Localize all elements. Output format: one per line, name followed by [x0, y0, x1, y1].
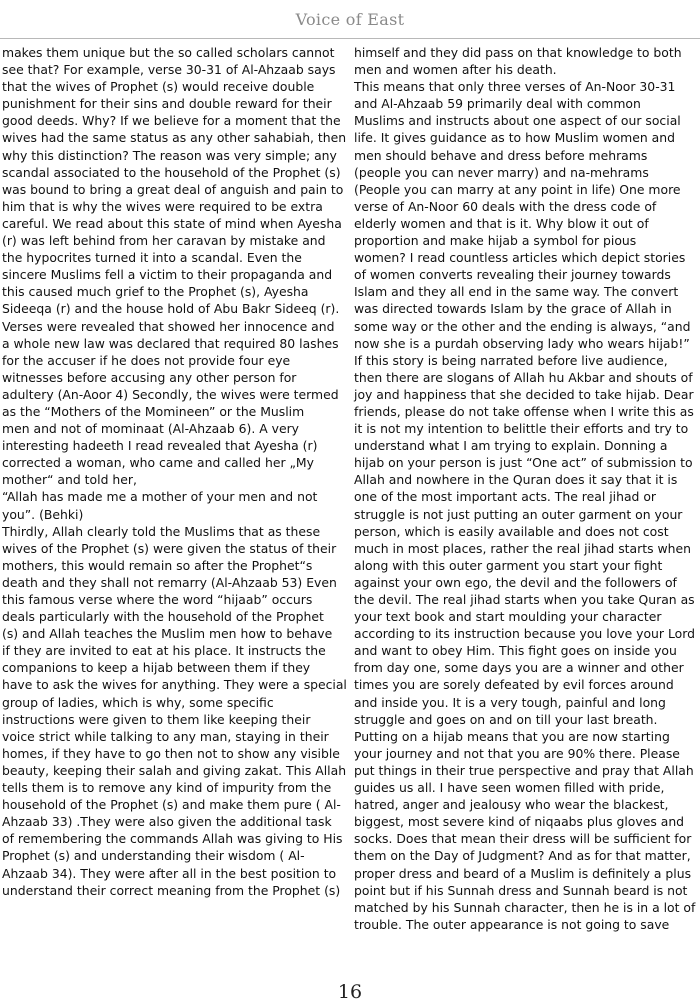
text-line: then there are slogans of Allah hu Akbar and shouts of [354, 369, 693, 385]
text-line: for the accuser if he does not provide four eye [2, 352, 291, 368]
text-line: Muslims and instructs about one aspect of our social [354, 113, 681, 129]
text-line: mothers, this would remain so after the Prophet“s [2, 557, 313, 573]
text-line: interesting hadeeth I read revealed that Ayesha (r) [2, 438, 318, 454]
text-line: the devil. The real jihad starts when you take Quran as [354, 592, 695, 607]
text-line: if they are invited to eat at his place. It instructs the [2, 643, 326, 659]
text-line: corrected a woman, who came and called her „My [2, 455, 314, 471]
text-line: Thirdly, Allah clearly told the Muslims that as these [2, 523, 321, 539]
text-line: hijab on your person is just “One act” of submission to [354, 455, 693, 471]
text-line: careful. We read about this state of mind when Ayesha [2, 215, 342, 231]
text-line: This means that only three verses of An-Noor 30-31 [354, 79, 676, 95]
text-line: your journey and not that you are 90% there. Please [354, 745, 680, 761]
text-line: Islam and they all end in the same way. The convert [354, 284, 679, 300]
text-line: makes them unique but the so called scholars cannot [2, 45, 335, 60]
text-line: (r) was left behind from her caravan by mistake and [2, 233, 326, 249]
text-line: Ahzaab 34). They were after all in the best position to [2, 865, 337, 881]
text-line: tells them is to remove any kind of impurity from the [2, 780, 332, 796]
text-line: homes, if they have to go then not to show any visible [2, 745, 340, 761]
text-line: life. It gives guidance as to how Muslim women and [354, 130, 675, 146]
text-line: from day one, some days you are a winner and other [354, 660, 684, 676]
text-line: you”. (Behki) [2, 506, 84, 522]
text-line: (People you can marry at any point in life) One more [354, 181, 681, 197]
text-line: household of the Prophet (s) and make them pure ( Al- [2, 797, 341, 813]
text-line: Allah and nowhere in the Quran does it say that it is [354, 472, 678, 488]
text-line: group of ladies, which is why, some specific [2, 694, 274, 710]
text-line: it is not my intention to belittle their efforts and try to [354, 421, 689, 437]
left-column [2, 44, 347, 899]
text-line: matched by his Sunnah character, then he is in a lot of [354, 899, 696, 915]
text-line: socks. Does that mean their dress will be sufficient for [354, 831, 692, 847]
text-line: hatred, anger and jealousy who wear the blackest, [354, 797, 669, 813]
text-line: joy and happiness that she decided to take hijab. Dear [354, 386, 694, 402]
text-line: companions to keep a hijab between them if they [2, 660, 311, 676]
text-line: women? I read countless articles which depict stories [354, 250, 686, 266]
text-line: have to ask the wives for anything. They were a special [2, 677, 347, 693]
text-line: “Allah has made me a mother of your men and not [2, 489, 318, 505]
text-line: biggest, most severe kind of niqaabs plus gloves and [354, 814, 685, 830]
text-line: much in most places, rather the real jihad starts when [354, 540, 691, 556]
text-line: Prophet (s) and understanding their wisdom ( Al- [2, 848, 305, 864]
text-line: them on the Day of Judgment? And as for that matter, [354, 848, 691, 864]
text-line: scandal associated to the household of the Prophet (s) [2, 164, 341, 180]
text-line: witnesses before accusing any other person for [2, 369, 297, 385]
text-line: see that? For example, verse 30-31 of Al-Ahzaab says [2, 62, 336, 78]
text-line: adultery (An-Aoor 4) Secondly, the wives were termed [2, 386, 339, 402]
text-line: wives of the Prophet (s) were given the status of their [2, 540, 337, 556]
text-line: one of the most important acts. The real jihad or [354, 489, 657, 505]
text-line: him that is why the wives were required to be extra [2, 198, 323, 214]
text-line: why this distinction? The reason was very simple; any [2, 147, 337, 163]
text-line: Putting on a hijab means that you are now starting [354, 728, 670, 744]
text-line: proportion and make hijab a symbol for pious [354, 233, 637, 249]
text-line: and Al-Ahzaab 59 primarily deal with common [354, 96, 641, 112]
page-number: 16 [337, 981, 363, 1003]
text-line: that the wives of Prophet (s) would receive double [2, 79, 315, 95]
text-line: this caused much grief to the Prophet (s), Ayesha [2, 284, 309, 300]
text-line: If this story is being narrated before live audience, [354, 352, 668, 368]
text-line: was bound to bring a great deal of anguish and pain to [2, 181, 344, 197]
text-line: as the “Mothers of the Momineen” or the Muslim [2, 403, 305, 419]
text-line: (people you can never marry) and na-mehrams [354, 164, 649, 180]
text-line: Verses were revealed that showed her innocence and [2, 318, 335, 334]
text-line: times you are sorely defeated by evil forces around [354, 677, 674, 693]
text-line: guides us all. I have seen women filled with pride, [354, 780, 665, 796]
text-line: put things in their true perspective and pray that Allah [354, 762, 694, 778]
text-line: himself and they did pass on that knowledge to both [354, 45, 682, 60]
text-line: struggle is not just putting an outer garment on your [354, 506, 683, 522]
text-line: the hypocrites turned it into a scandal. Even the [2, 250, 302, 266]
text-line: against your own ego, the devil and the followers of [354, 574, 677, 590]
text-line: men and women after his death. [354, 62, 557, 78]
text-line: sincere Muslims fell a victim to their propaganda and [2, 267, 333, 283]
text-line: beauty, keeping their salah and giving zakat. This Allah [2, 762, 347, 778]
text-line: struggle and goes on and on till your last breath. [354, 711, 658, 727]
text-line: was directed towards Islam by the grace of Allah in [354, 301, 672, 317]
text-line: according to its instruction because you love your Lord [354, 626, 695, 642]
text-line: mother“ and told her, [2, 472, 137, 488]
text-line: wives had the same status as any other sahabiah, then [2, 130, 347, 146]
text-line: of women converts revealing their journey towards [354, 267, 671, 283]
page-header [0, 0, 700, 40]
text-line: your text book and start moulding your character [354, 609, 662, 625]
text-line: punishment for their sins and double reward for their [2, 96, 332, 112]
text-line: verse of An-Noor 60 deals with the dress code of [354, 198, 657, 214]
text-line: men should behave and dress before mehrams [354, 147, 648, 163]
text-line: voice strict while talking to any man, staying in their [2, 728, 329, 744]
text-line: Sideeqa (r) and the house hold of Abu Bakr Sideeq (r). [2, 301, 340, 317]
text-line: and inside you. It is a very tough, painful and long [354, 694, 666, 710]
text-line: (s) and Allah teaches the Muslim men how to behave [2, 626, 333, 642]
text-line: point but if his Sunnah dress and Sunnah beard is not [354, 882, 688, 898]
text-line: and want to obey Him. This fight goes on inside you [354, 643, 677, 659]
text-line: this famous verse where the word “hijaab” occurs [2, 592, 313, 607]
right-column [354, 44, 696, 933]
text-line: understand their correct meaning from the Prophet (s) [2, 882, 341, 898]
text-line: deals particularly with the household of the Prophet [2, 609, 324, 625]
text-line: person, which is easily available and does not cost [354, 523, 669, 539]
text-line: friends, please do not take offense when I write this as [354, 403, 694, 419]
text-line: understand what I am trying to explain. Donning a [354, 438, 668, 454]
magazine-title: Voice of East [295, 10, 405, 29]
text-line: a whole new law was declared that required 80 lashes [2, 335, 339, 351]
text-line: along with this outer garment you start your fight [354, 557, 663, 573]
text-line: elderly women and that is it. Why blow it out of [354, 215, 649, 231]
text-line: men and not of mominaat (Al-Ahzaab 6). A very [2, 421, 300, 437]
header-divider [0, 38, 700, 39]
text-line: trouble. The outer appearance is not going to save [354, 916, 670, 932]
text-line: of remembering the commands Allah was giving to His [2, 831, 343, 847]
text-line: proper dress and beard of a Muslim is definitely a plus [354, 865, 692, 881]
text-line: Ahzaab 33) .They were also given the additional task [2, 814, 332, 830]
text-line: some way or the other and the ending is always, “and [354, 318, 691, 334]
text-line: instructions were given to them like keeping their [2, 711, 311, 727]
text-line: now she is a purdah observing lady who wears hijab!” [354, 335, 690, 351]
text-line: good deeds. Why? If we believe for a moment that the [2, 113, 341, 129]
text-line: death and they shall not remarry (Al-Ahzaab 53) Even [2, 574, 337, 590]
